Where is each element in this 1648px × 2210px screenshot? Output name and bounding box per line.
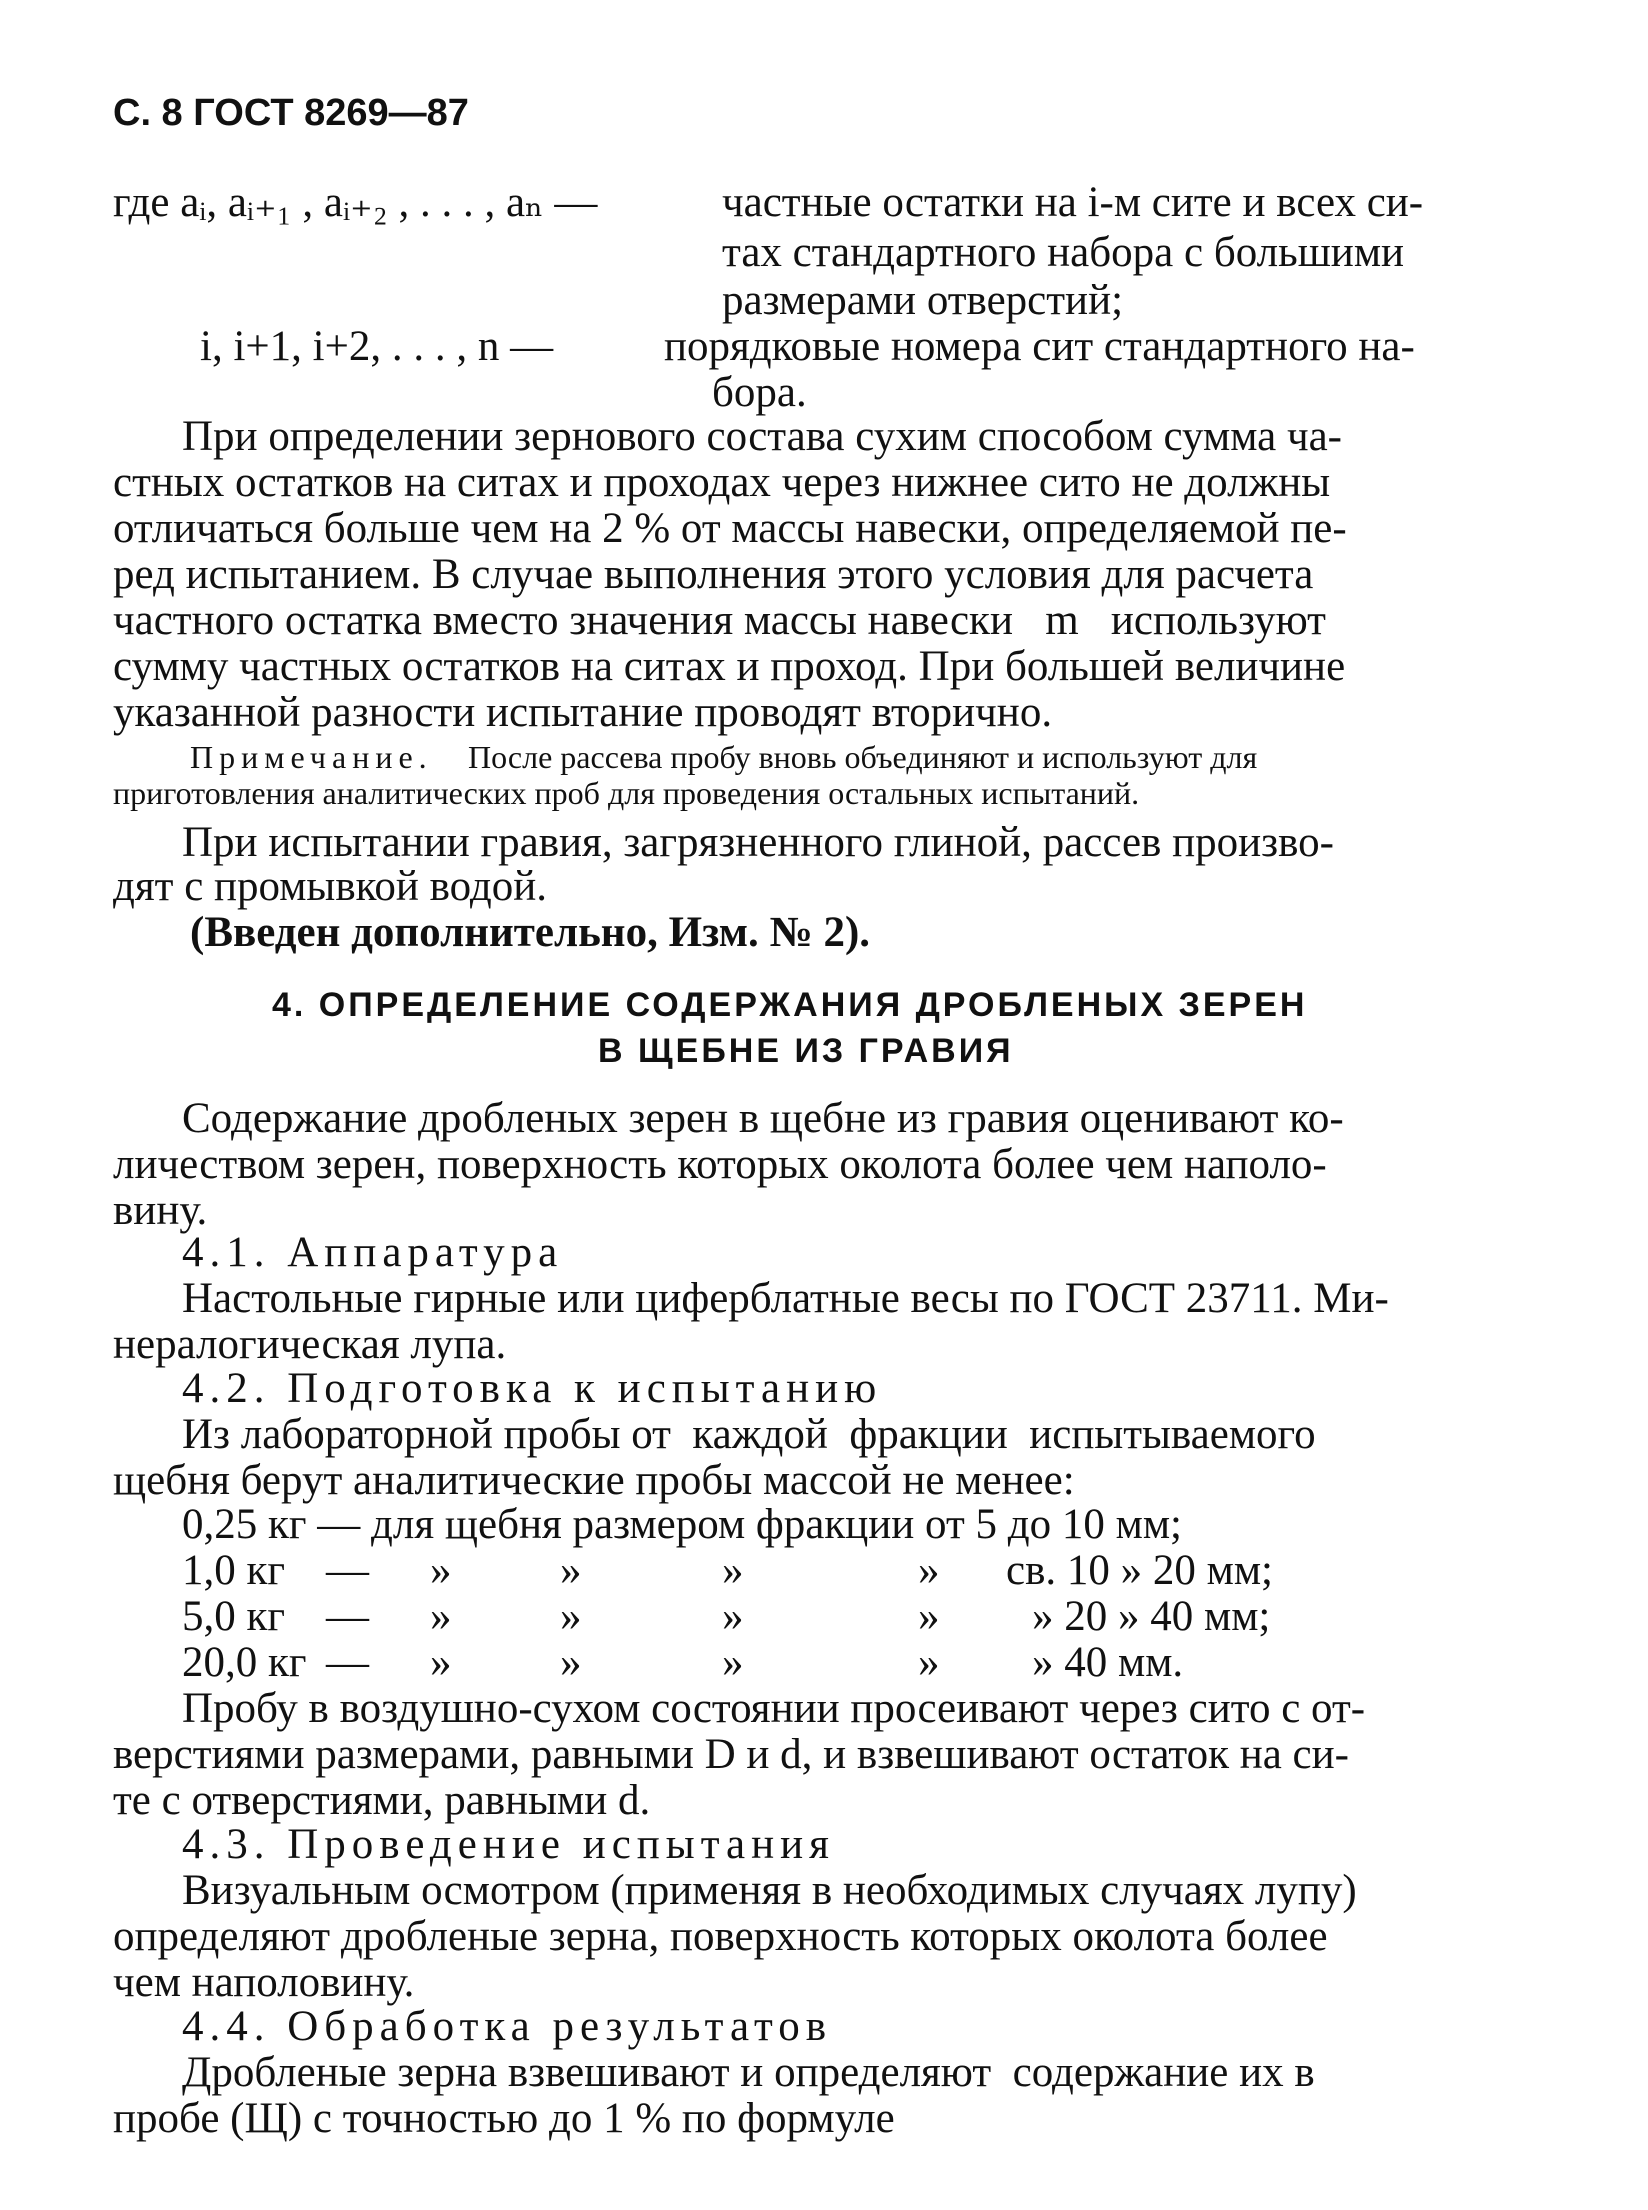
ditto-mark: »	[560, 1547, 582, 1594]
para1-line-7: указанной разности испытание проводят вторично.	[113, 689, 1053, 736]
s42-line-1: Из лабораторной пробы от каждой фракции испытываемого	[182, 1411, 1316, 1458]
ditto-mark: »	[430, 1547, 452, 1594]
para1-line-2: стных остатков на ситах и проходах через нижнее сито не должны	[113, 459, 1331, 506]
ditto-mark: »	[722, 1593, 744, 1640]
intro-line-1: Содержание дробленых зерен в щебне из гравия оценивают ко-	[182, 1095, 1344, 1142]
note-line-1: После рассева пробу вновь объединяют и используют для	[468, 739, 1258, 775]
ditto-mark: »	[918, 1593, 940, 1640]
s42-line-2: щебня берут аналитические пробы массой не менее:	[113, 1457, 1075, 1504]
ditto-mark: »	[560, 1593, 582, 1640]
mass-value: 1,0 кг	[182, 1547, 286, 1594]
subsection-4-3-title: 4.3. Проведение испытания	[182, 1821, 835, 1868]
subsection-4-4-title: 4.4. Обработка результатов	[182, 2003, 832, 2050]
para1-line-6: сумму частных остатков на ситах и проход. При большей величине	[113, 643, 1346, 690]
mass-value: 20,0 кг	[182, 1639, 307, 1686]
note-label: Примечание.	[190, 739, 433, 775]
ditto-mark: »	[560, 1639, 582, 1686]
range-text: » 20 » 40 мм;	[1032, 1593, 1271, 1640]
ditto-mark: »	[918, 1547, 940, 1594]
subsection-4-2-title: 4.2. Подготовка к испытанию	[182, 1365, 883, 1412]
ditto-mark: »	[918, 1639, 940, 1686]
note-line-2: приготовления аналитических проб для проведения остальных испытаний.	[113, 775, 1140, 811]
intro-line-2: личеством зерен, поверхность которых околота более чем наполо-	[113, 1141, 1327, 1188]
mass-value: 5,0 кг	[182, 1593, 286, 1640]
mass-dash: —	[326, 1639, 369, 1686]
ditto-mark: »	[430, 1593, 452, 1640]
subsection-4-1-title: 4.1. Аппаратура	[182, 1229, 564, 1276]
definition-term-2: i, i+1, i+2, . . . , n —	[200, 323, 554, 370]
range-text: » 40 мм.	[1032, 1639, 1184, 1686]
ditto-mark: »	[722, 1639, 744, 1686]
para1-line-4: ред испытанием. В случае выполнения этого условия для расчета	[113, 551, 1314, 598]
range-text: св. 10 » 20 мм;	[1006, 1547, 1274, 1594]
s41-line-2: нералогическая лупа.	[113, 1321, 507, 1368]
page-header: С. 8 ГОСТ 8269—87	[113, 92, 469, 134]
s44-line-1: Дробленые зерна взвешивают и определяют содержание их в	[182, 2049, 1315, 2096]
para2-line-2: дят с промывкой водой.	[113, 863, 548, 910]
section-heading-line-2: В ЩЕБНЕ ИЗ ГРАВИЯ	[598, 1032, 1014, 1070]
para1-line-1: При определении зернового состава сухим способом сумма ча-	[182, 413, 1342, 460]
definition-desc-1c: размерами отверстий;	[722, 277, 1124, 324]
s42-after-2: верстиями размерами, равными D и d, и взвешивают остаток на си-	[113, 1731, 1349, 1778]
section-heading-line-1: 4. ОПРЕДЕЛЕНИЕ СОДЕРЖАНИЯ ДРОБЛЕНЫХ ЗЕРЕН	[272, 986, 1308, 1024]
ditto-mark: »	[430, 1639, 452, 1686]
s44-line-2: пробе (Щ) с точностью до 1 % по формуле	[113, 2095, 895, 2142]
s41-line-1: Настольные гирные или циферблатные весы по ГОСТ 23711. Ми-	[182, 1275, 1389, 1322]
mass-dash: —	[326, 1593, 369, 1640]
para2-line-1: При испытании гравия, загрязненного глиной, рассев произво-	[182, 819, 1334, 866]
s43-line-2: определяют дробленые зерна, поверхность которых околота более	[113, 1913, 1328, 1960]
s42-after-3: те с отверстиями, равными d.	[113, 1777, 651, 1824]
mass-dash: —	[326, 1547, 369, 1594]
para1-line-3: отличаться больше чем на 2 % от массы навески, определяемой пе-	[113, 505, 1347, 552]
mass-row-0: 0,25 кг — для щебня размером фракции от 5 до 10 мм;	[182, 1501, 1183, 1548]
para1-line-5: частного остатка вместо значения массы навески m используют	[113, 597, 1326, 644]
s43-line-3: чем наполовину.	[113, 1959, 415, 2006]
definition-desc-2b: бора.	[712, 369, 807, 416]
intro-line-3: вину.	[113, 1187, 208, 1234]
definition-desc-1b: тах стандартного набора с большими	[722, 229, 1405, 276]
definition-term-1: где aᵢ, aᵢ₊₁ , aᵢ₊₂ , . . . , aₙ —	[113, 179, 598, 226]
s42-after-1: Пробу в воздушно-сухом состоянии просеивают через сито с от-	[182, 1685, 1366, 1732]
ditto-mark: »	[722, 1547, 744, 1594]
s43-line-1: Визуальным осмотром (применяя в необходимых случаях лупу)	[182, 1867, 1357, 1914]
amendment-note: (Введен дополнительно, Изм. № 2).	[190, 909, 871, 956]
definition-desc-2a: порядковые номера сит стандартного на-	[664, 323, 1415, 370]
definition-desc-1a: частные остатки на i-м сите и всех си-	[722, 179, 1424, 226]
